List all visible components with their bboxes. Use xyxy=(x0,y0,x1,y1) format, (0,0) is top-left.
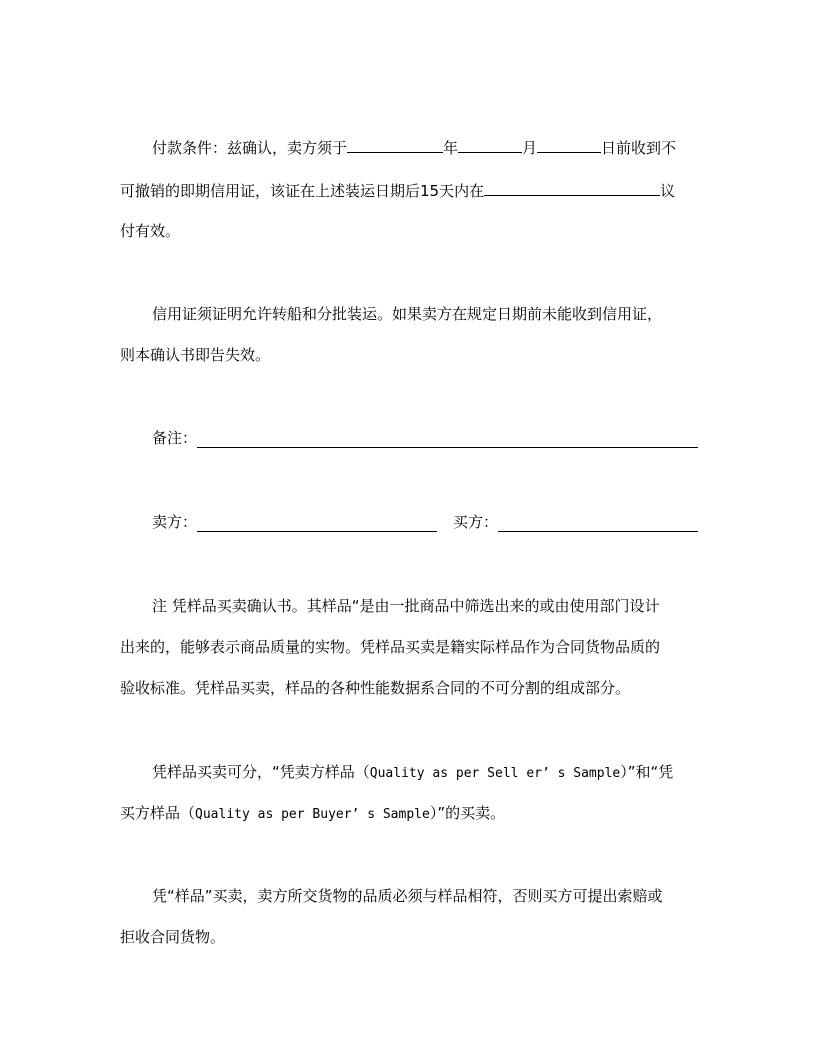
sample-types-line1-a: 凭样品买卖可分，“凭卖方样品（ xyxy=(152,763,370,781)
seller-sample-english: Quality as per Sell er’ s Sample xyxy=(369,766,621,781)
day-suffix: 日前收到不 xyxy=(601,139,677,157)
payment-terms-line-1 xyxy=(152,137,676,158)
payment-terms-line-3: 付有效。 xyxy=(120,222,181,240)
credit-line-2: 则本确认书即告失效。 xyxy=(120,346,271,364)
year-blank xyxy=(347,137,443,153)
signature-row xyxy=(152,512,698,532)
payment-terms-line2-prefix: 可撤销的即期信用证，该证在上述装运日期后15天内在 xyxy=(120,182,485,200)
note-line-2: 出来的，能够表示商品质量的实物。凭样品买卖是籍实际样品作为合同货物品质的 xyxy=(120,638,661,656)
buyer-sample-english: Quality as per Buyer’ s Sample xyxy=(195,807,430,822)
seller-label: 卖方： xyxy=(152,513,198,531)
remarks-row xyxy=(152,428,698,448)
note-line-1: 注 凭样品买卖确认书。其样品“是由一批商品中筛选出来的或由使用部门设计 xyxy=(152,597,660,615)
remarks-label: 备注： xyxy=(152,429,198,447)
day-blank xyxy=(537,137,601,153)
buyer-label: 买方： xyxy=(453,513,499,531)
year-label: 年 xyxy=(443,139,459,157)
sample-types-line-2 xyxy=(120,803,505,825)
month-blank xyxy=(458,137,522,153)
payment-terms-line-2 xyxy=(120,180,675,201)
sample-types-line2-a: 买方样品（ xyxy=(120,804,196,822)
payment-terms-prefix: 付款条件：兹确认，卖方须于 xyxy=(152,139,348,157)
sample-sale-line-1: 凭“样品”买卖，卖方所交货物的品质必须与样品相符，否则买方可提出索赔或 xyxy=(152,887,663,905)
sample-types-line1-b: ）”和“凭 xyxy=(620,763,674,781)
month-label: 月 xyxy=(522,139,538,157)
credit-line-1: 信用证须证明允许转船和分批装运。如果卖方在规定日期前未能收到信用证， xyxy=(152,305,663,323)
remarks-blank xyxy=(197,432,698,448)
sample-types-line-1 xyxy=(152,762,673,784)
document-page xyxy=(120,0,698,1056)
payment-terms-line2-suffix: 议 xyxy=(660,182,676,200)
sample-types-line2-b: ）”的买卖。 xyxy=(429,804,506,822)
seller-signature-blank xyxy=(197,516,437,532)
note-line-3: 验收标准。凭样品买卖，样品的各种性能数据系合同的不可分割的组成部分。 xyxy=(120,679,631,697)
negotiation-place-blank xyxy=(484,180,660,196)
sample-sale-line-2: 拒收合同货物。 xyxy=(120,928,226,946)
buyer-signature-blank xyxy=(498,516,698,532)
